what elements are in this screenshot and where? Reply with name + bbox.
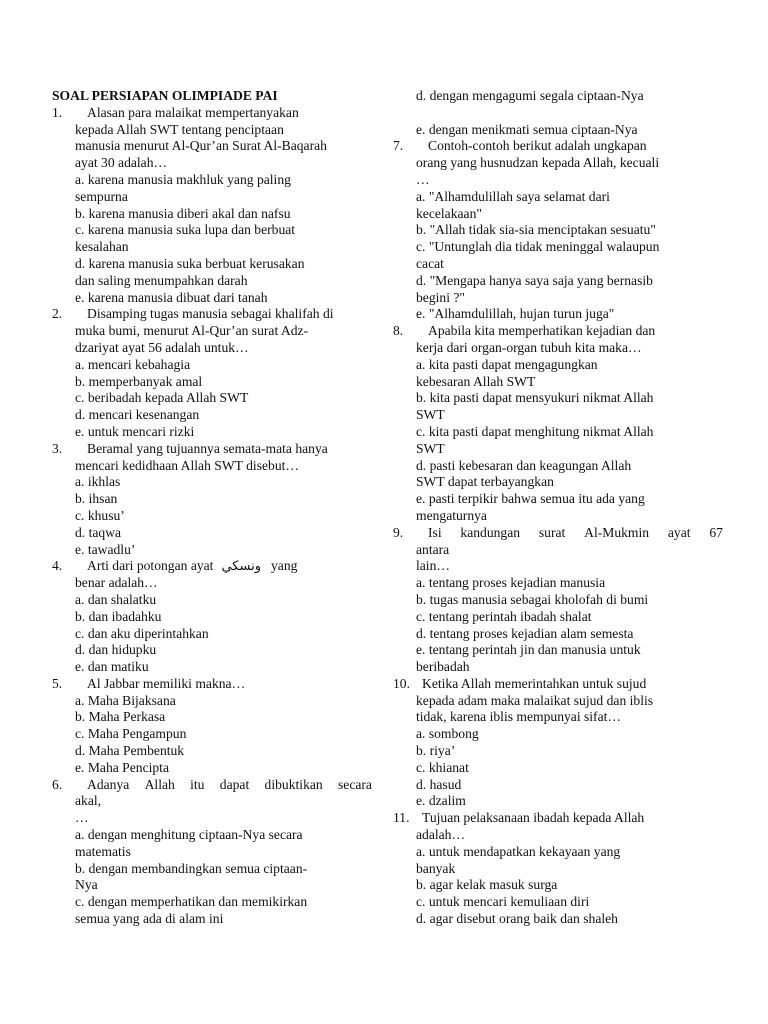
question-number: 6. (52, 776, 63, 792)
question-4-line-1: 4. Arti dari potongan ayat ونسكي yang (52, 558, 298, 575)
option-b: b. tugas manusia sebagai kholofah di bumi (416, 591, 649, 607)
question-9-line-3: lain… (416, 558, 450, 574)
option-e: e. Maha Pencipta (75, 759, 169, 775)
question-8-line-2: kerja dari organ-organ tubuh kita maka… (416, 339, 642, 355)
question-3-line-2: mencari kedidhaan Allah SWT disebut… (75, 457, 299, 473)
option-c-cont: cacat (416, 255, 444, 271)
option-a-cont: kecelakaan" (416, 205, 482, 221)
option-d: d. agar disebut orang baik dan shaleh (416, 911, 618, 927)
option-d-cont: dan saling menumpahkan darah (75, 272, 248, 288)
option-d: d. "Mengapa hanya saya saja yang bernasib (416, 272, 653, 288)
justified-line: Isi kandungan surat Al-Mukmin ayat 67 (428, 524, 723, 540)
option-c: c. untuk mencari kemuliaan diri (416, 894, 590, 910)
question-number: 2. (52, 306, 63, 322)
question-2-line-2: muka bumi, menurut Al-Qur’an surat Adz- (75, 323, 309, 339)
option-a: a. dengan menghitung ciptaan-Nya secara (75, 827, 303, 843)
left-column (52, 88, 372, 928)
option-b: b. ihsan (75, 491, 118, 507)
option-c: c. dan aku diperintahkan (75, 625, 209, 641)
question-6-line-2: akal, (75, 793, 102, 809)
question-10-line-2: kepada adam maka malaikat sujud dan iblis (416, 692, 654, 708)
question-1-line-1: 1. Alasan para malaikat mempertanyakan (52, 104, 299, 120)
option-b: b. dengan membandingkan semua ciptaan- (75, 860, 308, 876)
option-c: c. karena manusia suka lupa dan berbuat (75, 222, 296, 238)
question-10-line-3: tidak, karena iblis mempunyai sifat… (416, 709, 621, 725)
option-c-cont: semua yang ada di alam ini (75, 911, 224, 927)
option-a: a. ikhlas (75, 474, 121, 490)
question-2-line-1: 2. Disamping tugas manusia sebagai khalifah di (52, 306, 334, 322)
option-b: b. "Allah tidak sia-sia menciptakan sesuatu" (416, 222, 656, 238)
page-title: SOAL PERSIAPAN OLIMPIADE PAI (52, 88, 278, 103)
option-d: d. taqwa (75, 524, 122, 540)
question-5-line-1: 5. Al Jabbar memiliki makna… (52, 675, 246, 691)
option-d: d. karena manusia suka berbuat kerusakan (75, 255, 305, 271)
option-e: e. "Alhamdulillah, hujan turun juga" (416, 306, 615, 322)
option-e: e. tawadlu’ (75, 541, 136, 557)
option-a: a. tentang proses kejadian manusia (416, 575, 606, 591)
arabic-text: ونسكي (221, 559, 261, 575)
option-b: b. agar kelak masuk surga (416, 877, 558, 893)
question-number: 5. (52, 675, 63, 691)
option-a: a. Maha Bijaksana (75, 692, 176, 708)
option-e: e. dzalim (416, 793, 466, 809)
option-d: d. pasti kebesaran dan keagungan Allah (416, 457, 632, 473)
option-a-cont: banyak (416, 860, 456, 876)
question-number: 4. (52, 558, 63, 574)
option-b-cont: Nya (75, 877, 98, 893)
question-10-line-1: 10. Ketika Allah memerintahkan untuk sujud (393, 675, 647, 691)
question-9-line-2: antara (416, 541, 450, 557)
option-b-cont: SWT (416, 407, 445, 423)
option-a: a. karena manusia makhluk yang paling (75, 171, 291, 187)
option-a: a. untuk mendapatkan kekayaan yang (416, 843, 621, 859)
blank-line (393, 105, 723, 122)
option-d: d. dengan mengagumi segala ciptaan-Nya (416, 88, 644, 103)
option-b: b. Maha Perkasa (75, 709, 166, 725)
option-c: c. dengan memperhatikan dan memikirkan (75, 894, 308, 910)
question-1-line-2: kepada Allah SWT tentang penciptaan (75, 121, 284, 137)
option-e: e. dan matiku (75, 659, 149, 675)
option-d: d. Maha Pembentuk (75, 743, 185, 759)
option-c: c. kita pasti dapat menghitung nikmat Allah (416, 423, 654, 439)
option-b: b. dan ibadahku (75, 608, 162, 624)
option-a-cont: sempurna (75, 188, 128, 204)
option-c: c. khianat (416, 759, 469, 775)
question-9-line-1 (393, 525, 723, 542)
question-7-line-1: 7. Contoh-contoh berikut adalah ungkapan (393, 138, 647, 154)
option-d: d. mencari kesenangan (75, 407, 200, 423)
question-number: 11. (393, 810, 410, 826)
question-6-line-3: … (75, 810, 89, 826)
option-e: e. dengan menikmati semua ciptaan-Nya (416, 121, 638, 137)
question-11-line-1: 11. Tujuan pelaksanaan ibadah kepada Allah (393, 810, 645, 826)
question-1-line-3: manusia menurut Al-Qur’an Surat Al-Baqarah (75, 138, 327, 154)
question-1-line-4: ayat 30 adalah… (75, 155, 168, 171)
option-e-cont: beribadah (416, 659, 470, 675)
question-number: 1. (52, 104, 63, 120)
option-c: c. tentang perintah ibadah shalat (416, 608, 592, 624)
right-column (393, 88, 723, 928)
option-b: b. kita pasti dapat mensyukuri nikmat Allah (416, 390, 654, 406)
option-e: e. karena manusia dibuat dari tanah (75, 289, 268, 305)
option-c-cont: SWT (416, 440, 445, 456)
question-number: 7. (393, 138, 404, 154)
option-e: e. pasti terpikir bahwa semua itu ada yang (416, 491, 645, 507)
question-number: 3. (52, 440, 63, 456)
option-a: a. dan shalatku (75, 591, 157, 607)
option-d: d. tentang proses kejadian alam semesta (416, 625, 634, 641)
option-b: b. memperbanyak amal (75, 373, 203, 389)
option-c: c. khusu’ (75, 507, 125, 523)
question-7-line-3: … (416, 171, 430, 187)
option-e-cont: mengaturnya (416, 507, 487, 523)
option-d-cont: begini ?" (416, 289, 465, 305)
option-a: a. sombong (416, 726, 479, 742)
question-11-line-2: adalah… (416, 827, 466, 843)
option-a-cont: matematis (75, 843, 131, 859)
question-7-line-2: orang yang husnudzan kepada Allah, kecuali (416, 155, 660, 171)
option-c: c. beribadah kepada Allah SWT (75, 390, 249, 406)
justified-line: Adanya Allah itu dapat dibuktikan secara (87, 776, 372, 792)
question-number: 10. (393, 675, 410, 691)
option-a-cont: kebesaran Allah SWT (416, 373, 536, 389)
option-b: b. karena manusia diberi akal dan nafsu (75, 205, 291, 221)
option-c: c. "Untunglah dia tidak meninggal walaupun (416, 239, 660, 255)
option-b: b. riya’ (416, 743, 456, 759)
option-a: a. mencari kebahagia (75, 356, 191, 372)
question-8-line-1: 8. Apabila kita memperhatikan kejadian dan (393, 323, 656, 339)
question-number: 8. (393, 323, 404, 339)
option-d: d. hasud (416, 776, 462, 792)
question-2-line-3: dzariyat ayat 56 adalah untuk… (75, 339, 249, 355)
question-6-line-1 (52, 777, 372, 794)
option-d-cont: SWT dapat terbayangkan (416, 474, 554, 490)
question-number: 9. (393, 524, 404, 540)
option-a: a. kita pasti dapat mengagungkan (416, 356, 598, 372)
question-4-line-2: benar adalah… (75, 575, 158, 591)
option-d: d. dan hidupku (75, 642, 157, 658)
option-e: e. untuk mencari rizki (75, 423, 195, 439)
question-3-line-1: 3. Beramal yang tujuannya semata-mata hanya (52, 440, 328, 456)
option-a: a. "Alhamdulillah saya selamat dari (416, 188, 610, 204)
option-e: e. tentang perintah jin dan manusia untuk (416, 642, 641, 658)
option-c: c. Maha Pengampun (75, 726, 187, 742)
option-c-cont: kesalahan (75, 239, 129, 255)
